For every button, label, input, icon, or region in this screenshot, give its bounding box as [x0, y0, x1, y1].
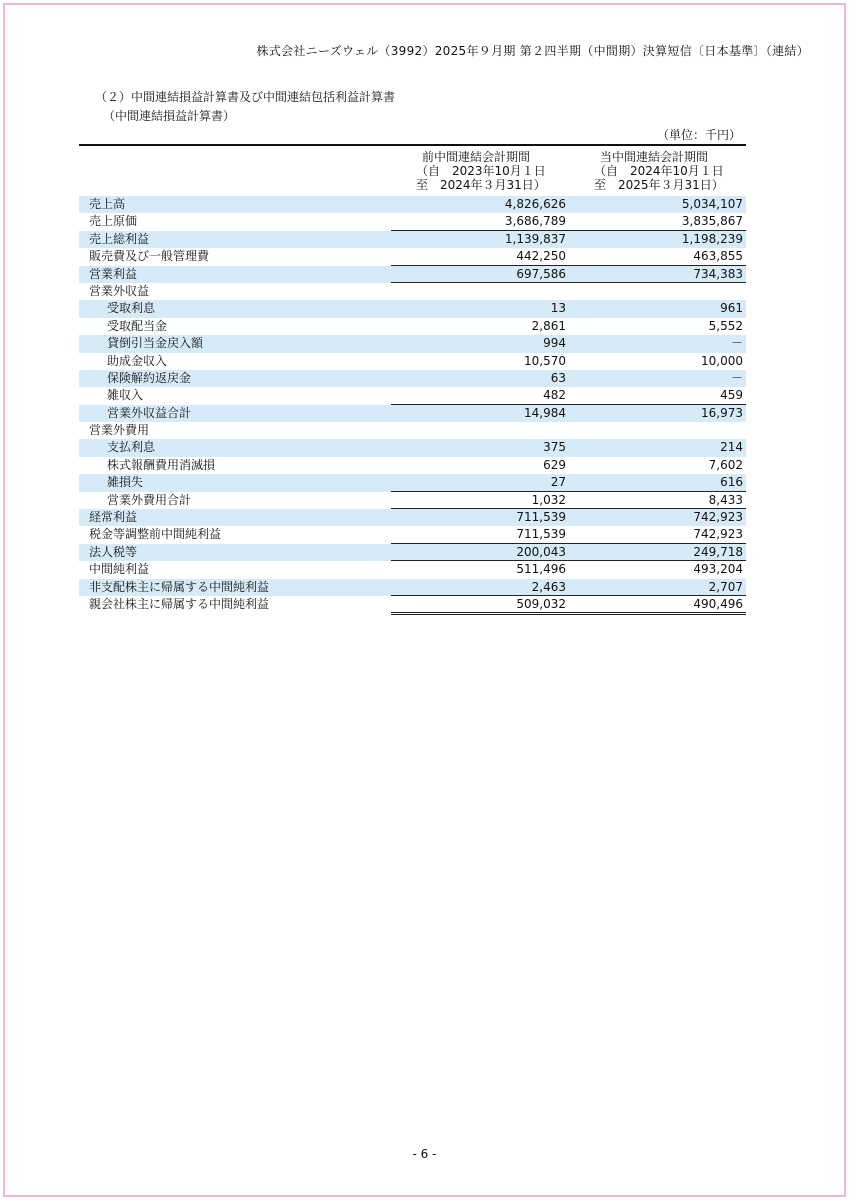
value-prev: 4,826,626 — [504, 197, 566, 211]
value-cur: 616 — [720, 475, 743, 490]
table-row — [79, 561, 746, 578]
table-row — [79, 213, 746, 230]
value-prev: 2,463 — [531, 579, 566, 594]
table-row — [79, 353, 746, 370]
table-row — [79, 231, 746, 248]
table-row — [79, 300, 746, 317]
row-label: 売上総利益 — [89, 231, 150, 246]
value-cur: 249,718 — [693, 544, 743, 559]
value-cur: 961 — [720, 301, 743, 316]
column-header-cur — [590, 150, 760, 192]
value-prev: 27 — [550, 475, 566, 490]
row-label: 親会社株主に帰属する中間純利益 — [89, 596, 270, 611]
unit-label: （単位：千円） — [656, 128, 741, 142]
value-prev: 10,570 — [524, 353, 566, 368]
row-label: 売上高 — [89, 197, 126, 211]
row-label: 営業外収益合計 — [107, 405, 192, 420]
value-cur: － — [730, 370, 743, 385]
table-row — [79, 248, 746, 265]
table-row — [79, 318, 746, 335]
value-cur: 493,204 — [693, 562, 743, 577]
page-header: 株式会社ニーズウェル（3992）2025年９月期 第２四半期（中間期）決算短信〔日本基準〕（連結） — [256, 44, 809, 58]
value-cur: 734,383 — [693, 266, 743, 281]
value-prev: 442,250 — [516, 249, 566, 264]
value-prev: 697,586 — [516, 266, 566, 281]
table-row — [79, 544, 746, 561]
table-row — [79, 405, 746, 422]
row-label: 経常利益 — [89, 510, 138, 525]
table-row — [79, 526, 746, 543]
value-prev: 14,984 — [524, 405, 566, 420]
row-label: 営業外費用合計 — [107, 492, 192, 507]
value-prev: 711,539 — [516, 510, 566, 525]
value-cur: 459 — [720, 388, 743, 403]
value-cur: 3,835,867 — [681, 214, 743, 229]
row-label: 営業外費用 — [89, 423, 150, 438]
value-cur: 742,923 — [693, 527, 743, 542]
period-from-prev: （自 2023年10月１日 — [416, 164, 546, 178]
value-prev: 3,686,789 — [504, 214, 566, 229]
value-cur: 214 — [720, 440, 743, 455]
table-row — [79, 474, 746, 491]
table-row — [79, 266, 746, 283]
row-label: 雑損失 — [107, 475, 144, 490]
value-cur: 2,707 — [708, 579, 743, 594]
value-cur: 5,552 — [708, 318, 743, 333]
row-label: 販売費及び一般管理費 — [89, 249, 210, 264]
row-label: 非支配株主に帰属する中間純利益 — [89, 579, 270, 594]
value-prev: 711,539 — [516, 527, 566, 542]
value-prev: 63 — [550, 370, 566, 385]
page-number: - 6 - — [412, 1147, 437, 1161]
value-cur: 10,000 — [701, 353, 743, 368]
value-prev: 511,496 — [516, 562, 566, 577]
table-row — [79, 196, 746, 213]
row-label: 保険解約返戻金 — [107, 370, 192, 385]
section-title: （２）中間連結損益計算書及び中間連結包括利益計算書 — [95, 90, 396, 104]
value-cur: 7,602 — [708, 457, 743, 472]
row-label: 支払利息 — [107, 440, 156, 455]
row-label: 受取配当金 — [107, 318, 168, 333]
value-cur: 742,923 — [693, 510, 743, 525]
table-row — [79, 283, 746, 300]
table-row — [79, 370, 746, 387]
table-row — [79, 387, 746, 404]
income-statement-table — [79, 196, 746, 613]
table-row — [79, 509, 746, 526]
value-prev: 200,043 — [516, 544, 566, 559]
table-row — [79, 439, 746, 456]
row-label: 中間純利益 — [89, 562, 150, 577]
value-prev: 509,032 — [516, 596, 566, 611]
value-prev: 375 — [543, 440, 566, 455]
table-row — [79, 335, 746, 352]
value-prev: 1,032 — [531, 492, 566, 507]
table-row — [79, 596, 746, 613]
value-prev: 482 — [543, 388, 566, 403]
row-label: 助成金収入 — [107, 353, 168, 368]
value-cur: 1,198,239 — [681, 231, 743, 246]
period-to-cur: 至 2025年３月31日） — [594, 178, 724, 192]
statement-subtitle: （中間連結損益計算書） — [103, 109, 236, 123]
table-row — [79, 457, 746, 474]
value-prev: 994 — [543, 336, 566, 351]
value-cur: 5,034,107 — [681, 197, 743, 211]
table-top-rule — [79, 144, 746, 146]
value-prev: 629 — [543, 457, 566, 472]
value-cur: 16,973 — [701, 405, 743, 420]
value-cur: 463,855 — [693, 249, 743, 264]
column-title-cur: 当中間連結会計期間 — [600, 150, 709, 164]
row-label: 貸倒引当金戻入額 — [107, 336, 204, 351]
value-prev: 1,139,837 — [504, 231, 566, 246]
row-label: 営業外収益 — [89, 283, 150, 298]
column-title-prev: 前中間連結会計期間 — [422, 150, 531, 164]
table-row — [79, 579, 746, 596]
row-label: 雑収入 — [107, 388, 144, 403]
value-cur: － — [730, 336, 743, 351]
row-label: 株式報酬費用消滅損 — [107, 457, 216, 472]
column-header-prev — [412, 150, 582, 192]
row-label: 法人税等 — [89, 544, 138, 559]
value-cur: 490,496 — [693, 596, 743, 611]
row-label: 売上原価 — [89, 214, 138, 229]
period-to-prev: 至 2024年３月31日） — [416, 178, 546, 192]
period-from-cur: （自 2024年10月１日 — [594, 164, 724, 178]
row-label: 受取利息 — [107, 301, 156, 316]
table-row — [79, 492, 746, 509]
value-cur: 8,433 — [708, 492, 743, 507]
value-prev: 2,861 — [531, 318, 566, 333]
row-label: 税金等調整前中間純利益 — [89, 527, 222, 542]
row-label: 営業利益 — [89, 266, 138, 281]
table-row — [79, 422, 746, 439]
value-prev: 13 — [550, 301, 566, 316]
